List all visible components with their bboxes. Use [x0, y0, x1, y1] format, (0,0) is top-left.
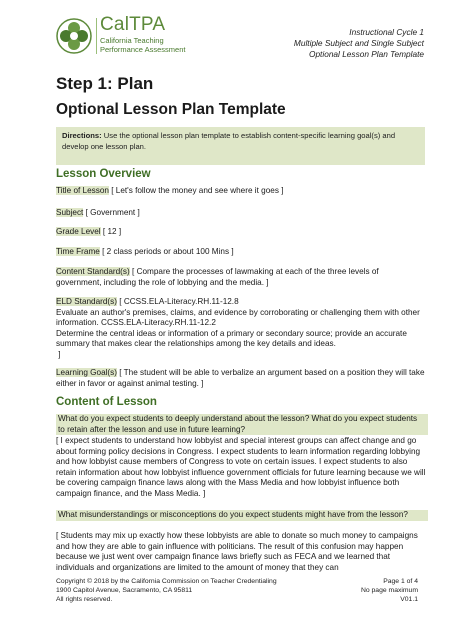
- subject-value[interactable]: [ Government ]: [85, 208, 140, 217]
- title-of-lesson-value[interactable]: [ Let's follow the money and see where it goes ]: [111, 186, 284, 195]
- header-cycle: Instructional Cycle 1: [349, 27, 424, 37]
- eld-standards-value-4: ]: [56, 349, 61, 359]
- grade-level-label: Grade Level: [56, 227, 101, 236]
- content-of-lesson-heading: Content of Lesson: [56, 396, 157, 408]
- question-1: What do you expect students to deeply understand about the lesson? What do you expect students to retain after the lesson and use in future learning?: [56, 414, 428, 435]
- lesson-overview-heading: Lesson Overview: [56, 168, 151, 180]
- footer-copyright: Copyright © 2018 by the California Commission on Teacher Credentialing: [56, 578, 277, 585]
- footer-version: V01.1: [400, 595, 418, 603]
- subject-label: Subject: [56, 208, 84, 217]
- directions-text: Use the optional lesson plan template to establish content-specific learning goal(s) and develop one lesson plan.: [62, 131, 396, 151]
- brand-subtitle-2: Performance Assessment: [100, 45, 186, 54]
- title-of-lesson-label: Title of Lesson: [56, 186, 109, 195]
- header-subject: Multiple Subject and Single Subject: [293, 38, 424, 48]
- document-title: Optional Lesson Plan Template: [56, 101, 286, 118]
- learning-goals-value[interactable]: [ The student will be able to verbalize an argument based on a position they will take either in favor or against animal testing. ]: [56, 368, 425, 388]
- time-frame-value[interactable]: [ 2 class periods or about 100 Mins ]: [102, 247, 234, 256]
- eld-standards-field: [56, 297, 426, 360]
- footer-page-max: No page maximum: [360, 586, 418, 594]
- eld-standards-label: ELD Standard(s): [56, 297, 117, 306]
- header-right: [294, 27, 424, 60]
- eld-standards-value-3: Determine the central ideas or information of a primary or secondary source; provide an accurate summary that makes clear the relationships among the key details and ideas.: [56, 328, 407, 348]
- brand-divider: [96, 18, 97, 54]
- brand-name: CalTPA: [100, 14, 166, 35]
- eld-standards-value-2: Evaluate an author's premises, claims, and evidence by corroborating or challenging them with other information. CCSS.ELA-Literacy.RH.11-12.2: [56, 307, 420, 327]
- question-2: What misunderstandings or misconceptions do you expect students might have from the lesson?: [56, 510, 428, 521]
- directions-label: Directions:: [62, 131, 102, 140]
- step-title: Step 1: Plan: [56, 74, 154, 93]
- brand-subtitle-1: California Teaching: [100, 36, 164, 45]
- caltpa-logo-icon: [56, 18, 92, 54]
- footer-right: [361, 578, 418, 604]
- learning-goals-field: [56, 368, 426, 389]
- title-of-lesson-field: [56, 186, 426, 197]
- content-standards-value[interactable]: [ Compare the processes of lawmaking at each of the three levels of government, including the role of lobbying and the media. ]: [56, 267, 379, 287]
- footer-left: [56, 578, 277, 604]
- footer-address: 1900 Capitol Avenue, Sacramento, CA 95811: [56, 586, 193, 594]
- answer-2[interactable]: [ Students may mix up exactly how these lobbyists are able to donate so much money to campaigns and how they are able to gain influence with politicians. The result of this confusion may happen because we just went over campaign finance laws briefly such as FECA and we learned that individuals and organizations are limited to the amount of money that they can: [56, 531, 418, 572]
- brand: [100, 14, 185, 54]
- time-frame-field: [56, 247, 426, 258]
- header-template: Optional Lesson Plan Template: [308, 49, 424, 59]
- grade-level-value[interactable]: [ 12 ]: [102, 227, 122, 236]
- subject-field: [56, 208, 426, 219]
- content-standards-field: [56, 267, 426, 288]
- footer-page-number: Page 1 of 4: [383, 578, 418, 585]
- answer-1[interactable]: [ I expect students to understand how lobbyist and special interest groups can affect change and go about forming policy decisions in Congress. I expect students to learn information regarding lobbying and how lobbyist cause members of Congress to vote on certain issues. I expect students to also retain information about how lobbyist influence government officials for future learning because we will be covering campaign finance laws along with the Mass Media and how lobbyist influence both campaign finance, and the Mass Media. ]: [56, 436, 426, 498]
- grade-level-field: [56, 227, 426, 238]
- content-standards-label: Content Standard(s): [56, 267, 130, 276]
- eld-standards-value-1[interactable]: [ CCSS.ELA-Literacy.RH.11-12.8: [119, 297, 239, 306]
- learning-goals-label: Learning Goal(s): [56, 368, 117, 377]
- footer-rights: All rights reserved.: [56, 595, 113, 603]
- directions-box: [56, 127, 425, 165]
- time-frame-label: Time Frame: [56, 247, 100, 256]
